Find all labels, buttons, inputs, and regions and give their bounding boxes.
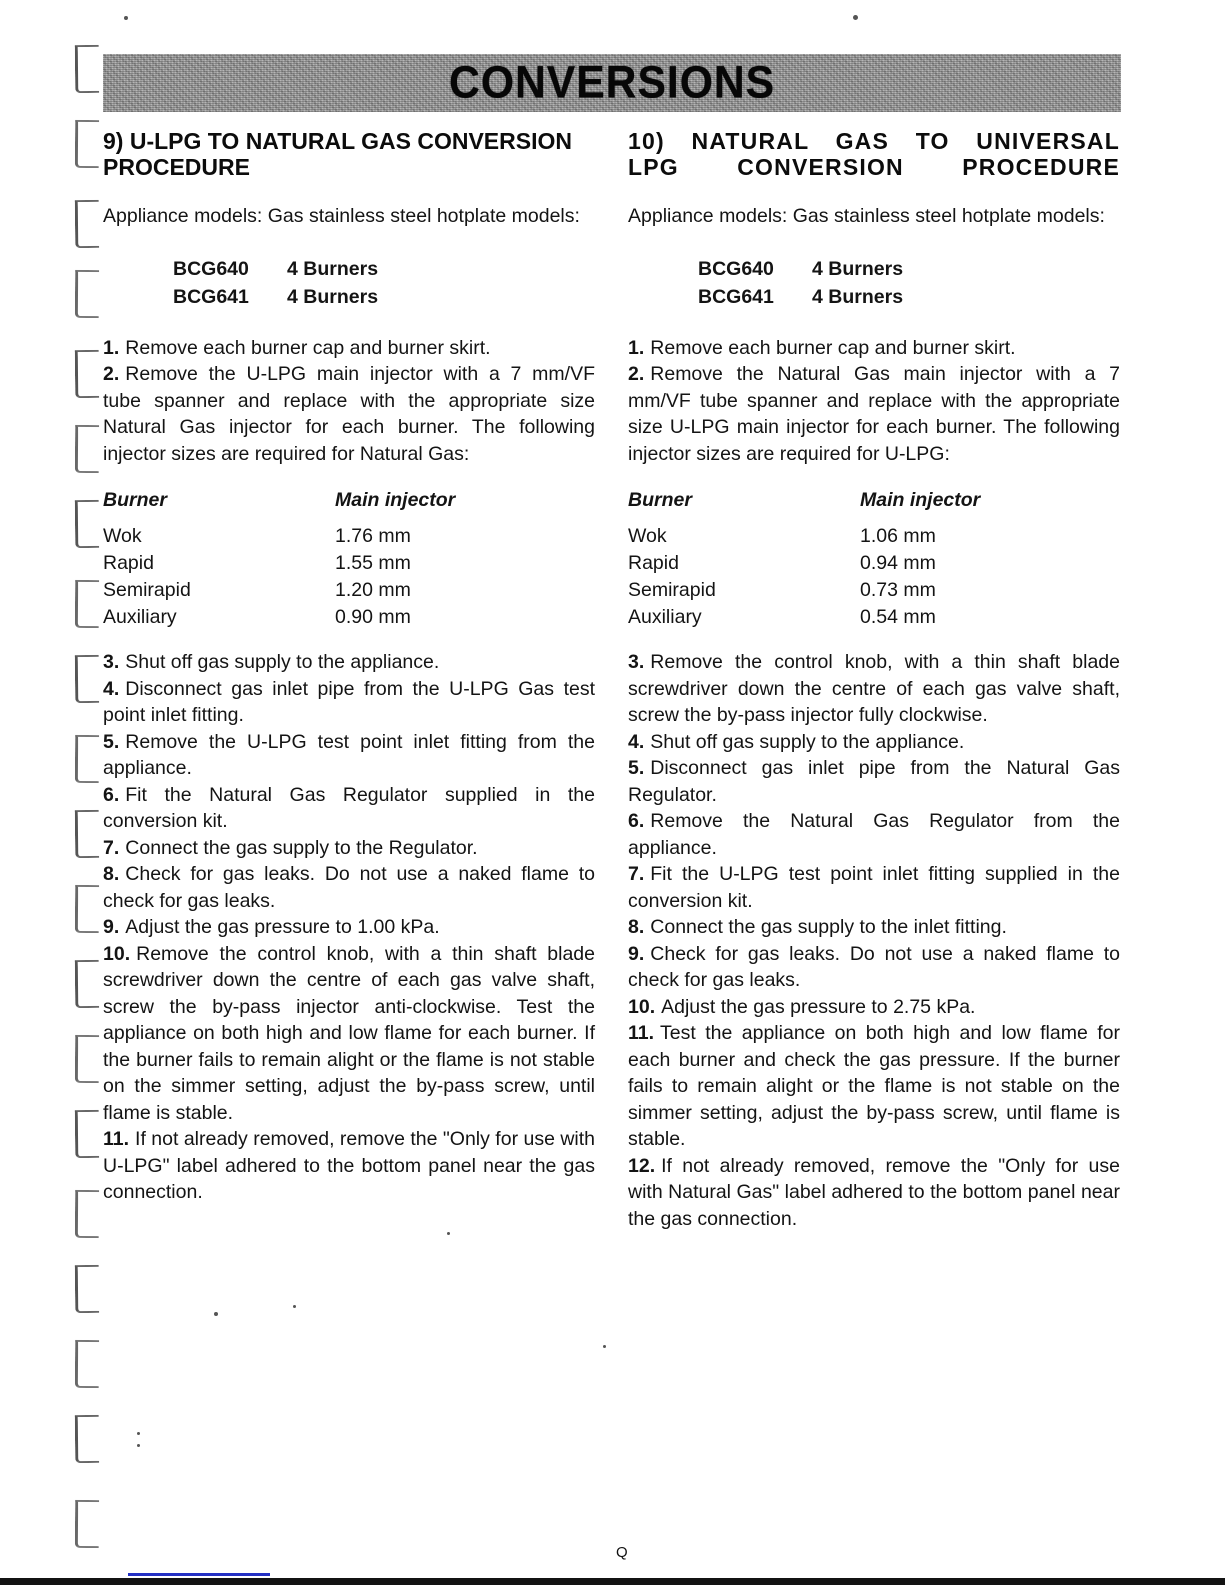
scan-speck bbox=[447, 1232, 450, 1235]
procedure-step: 3. Remove the control knob, with a thin shaft blade screwdriver down the centre of each gas valve shaft, screw the by-pass injector fully clockwise. bbox=[628, 651, 1120, 726]
procedure-step: 1. Remove each burner cap and burner skirt. bbox=[103, 336, 491, 359]
procedure-step: 2. Remove the U-LPG main injector with a 7 mm/VF tube spanner and replace with the appropriate size Natural Gas injector for each burner. The following injector sizes are required for Natural Gas: bbox=[103, 363, 595, 465]
section-9-ulpg-to-natural-gas bbox=[103, 128, 595, 1206]
scan-artifact-bracket bbox=[75, 425, 99, 473]
appliance-models-intro: Appliance models: Gas stainless steel hotplate models: bbox=[103, 205, 580, 227]
table-row: Auxiliary 0.90 mm bbox=[103, 606, 411, 628]
procedure-step: 9. Adjust the gas pressure to 1.00 kPa. bbox=[103, 916, 440, 938]
appliance-models-intro: Appliance models: Gas stainless steel hotplate models: bbox=[628, 205, 1105, 227]
procedure-step: 6. Fit the Natural Gas Regulator supplied in the conversion kit. bbox=[103, 783, 595, 832]
scan-speck bbox=[293, 1305, 296, 1308]
scan-artifact-bracket bbox=[75, 350, 100, 398]
procedure-step: 4. Shut off gas supply to the appliance. bbox=[628, 730, 965, 753]
model-row: BCG641 4 Burners bbox=[173, 285, 379, 308]
model-list bbox=[698, 255, 1120, 311]
scan-artifact-bracket bbox=[75, 1190, 99, 1238]
table-row: Semirapid 1.20 mm bbox=[103, 579, 411, 601]
blue-underline-artifact bbox=[128, 1573, 270, 1576]
table-row: Wok 1.06 mm bbox=[628, 525, 936, 547]
scan-speck bbox=[137, 1432, 140, 1435]
procedure-step: 12. If not already removed, remove the "Only for use with Natural Gas" label adhered to the bottom panel near the gas connection. bbox=[628, 1154, 1120, 1230]
table-header-row: Burner Main injector bbox=[103, 489, 456, 511]
scan-artifact-bracket bbox=[75, 1340, 99, 1388]
procedure-step: 5. Remove the U-LPG test point inlet fitting from the appliance. bbox=[103, 730, 595, 779]
model-row: BCG641 4 Burners bbox=[698, 285, 904, 308]
steps-after-table bbox=[628, 649, 1120, 1232]
model-list bbox=[173, 255, 595, 311]
steps-before-table bbox=[628, 335, 1120, 468]
procedure-step: 7. Fit the U-LPG test point inlet fitting supplied in the conversion kit. bbox=[628, 863, 1120, 912]
scan-artifact-bracket bbox=[75, 1500, 99, 1548]
conversions-banner bbox=[103, 54, 1121, 112]
scan-artifact-bracket bbox=[75, 120, 99, 168]
section-10-heading: 10) NATURAL GAS TO UNIVERSAL LPG CONVERSION PROCEDURE bbox=[628, 128, 1120, 180]
scan-artifact-bracket bbox=[75, 270, 99, 318]
table-row: Rapid 0.94 mm bbox=[628, 552, 936, 574]
scan-artifact-bracket bbox=[75, 500, 100, 548]
table-row: Wok 1.76 mm bbox=[103, 525, 411, 547]
scan-artifact-bracket bbox=[75, 885, 99, 933]
procedure-step: 10. Adjust the gas pressure to 2.75 kPa. bbox=[628, 995, 976, 1018]
scan-speck bbox=[214, 1312, 218, 1316]
page-marker: Q bbox=[616, 1544, 628, 1561]
page-title: CONVERSIONS bbox=[448, 57, 776, 108]
scan-artifact-bracket bbox=[75, 810, 100, 858]
scan-artifact-bracket bbox=[75, 1110, 100, 1158]
scan-artifact-bracket bbox=[75, 45, 100, 93]
table-header-row: Burner Main injector bbox=[628, 489, 981, 511]
scan-artifact-bracket bbox=[75, 1265, 100, 1313]
model-row: BCG640 4 Burners bbox=[698, 257, 904, 280]
table-row: Semirapid 0.73 mm bbox=[628, 579, 936, 601]
procedure-step: 8. Connect the gas supply to the inlet fitting. bbox=[628, 916, 1007, 938]
scan-artifact-bracket bbox=[75, 580, 99, 628]
procedure-step: 6. Remove the Natural Gas Regulator from the appliance. bbox=[628, 810, 1120, 859]
scan-speck bbox=[124, 16, 128, 20]
procedure-step: 11. If not already removed, remove the "Only for use with U-LPG" label adhered to the bottom panel near the gas connection. bbox=[103, 1128, 596, 1203]
procedure-step: 5. Disconnect gas inlet pipe from the Natural Gas Regulator. bbox=[628, 757, 1120, 806]
model-row: BCG640 4 Burners bbox=[173, 257, 379, 280]
scan-artifact-bracket bbox=[75, 960, 100, 1008]
injector-size-table bbox=[628, 487, 1120, 631]
scan-artifact-bracket bbox=[75, 655, 100, 703]
procedure-step: 10. Remove the control knob, with a thin shaft blade screwdriver down the centre of each gas valve shaft, screw the by-pass injector anti-clockwise. Test the appliance on both high and low flame for each burner. If the burner fails to remain alight or the flame is not stable on the simmer setting, adjust the by-pass screw, until flame is stable. bbox=[103, 942, 595, 1124]
scan-artifact-bracket bbox=[75, 1415, 100, 1463]
procedure-step: 11. Test the appliance on both high and low flame for each burner and check the gas pressure. If the burner fails to remain alight or the flame is not stable on the simmer setting, adjust the by-pass screw, until flame is stable. bbox=[628, 1022, 1120, 1150]
procedure-step: 7. Connect the gas supply to the Regulator. bbox=[103, 836, 478, 859]
procedure-step: 1. Remove each burner cap and burner skirt. bbox=[628, 336, 1016, 359]
procedure-step: 8. Check for gas leaks. Do not use a naked flame to check for gas leaks. bbox=[103, 863, 595, 912]
section-9-heading: 9) U-LPG TO NATURAL GAS CONVERSION PROCEDURE bbox=[103, 128, 572, 180]
section-10-natural-gas-to-ulpg bbox=[628, 128, 1120, 1232]
table-row: Rapid 1.55 mm bbox=[103, 552, 411, 574]
scan-speck bbox=[853, 15, 858, 20]
injector-size-table bbox=[103, 487, 595, 631]
procedure-step: 4. Disconnect gas inlet pipe from the U-LPG Gas test point inlet fitting. bbox=[103, 677, 595, 726]
scan-speck bbox=[603, 1345, 606, 1348]
procedure-step: 9. Check for gas leaks. Do not use a naked flame to check for gas leaks. bbox=[628, 942, 1120, 991]
scan-artifact-bracket bbox=[75, 1035, 99, 1083]
procedure-step: 2. Remove the Natural Gas main injector with a 7 mm/VF tube spanner and replace with the appropriate size U-LPG main injector for each burner. The following injector sizes are required for U-LPG: bbox=[628, 363, 1120, 465]
scan-speck bbox=[137, 1444, 140, 1447]
scan-artifact-bracket bbox=[75, 735, 99, 783]
steps-before-table bbox=[103, 335, 595, 468]
steps-after-table bbox=[103, 649, 595, 1206]
scan-bottom-edge bbox=[0, 1578, 1225, 1585]
table-row: Auxiliary 0.54 mm bbox=[628, 606, 936, 628]
scan-artifact-bracket bbox=[75, 200, 100, 248]
procedure-step: 3. Shut off gas supply to the appliance. bbox=[103, 651, 440, 673]
